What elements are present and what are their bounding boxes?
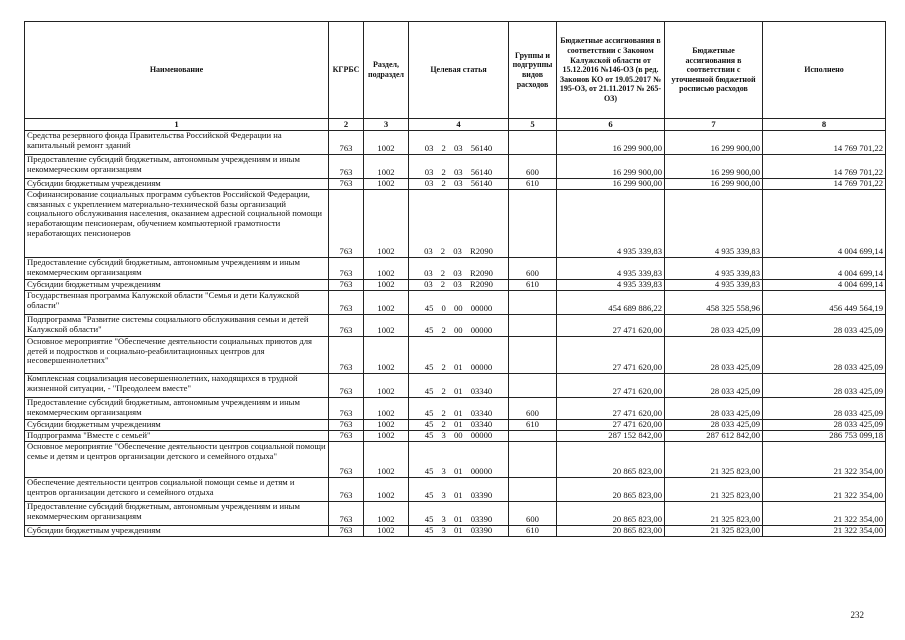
cell-razdel: 1002 <box>364 315 409 337</box>
cell-refined: 28 033 425,09 <box>665 398 763 420</box>
cell-name: Комплексная социализация несовершеннолетних, находящихся в трудной жизненной ситуации, - "Преодолеем вместе" <box>25 374 329 398</box>
cell-assign: 27 471 620,00 <box>557 398 665 420</box>
table-row <box>25 420 886 431</box>
cell-executed: 21 322 354,00 <box>763 502 886 526</box>
table-row <box>25 131 886 155</box>
cell-target: 45 2 00 00000 <box>409 315 509 337</box>
cell-target: 45 0 00 00000 <box>409 291 509 315</box>
cell-kgrbs: 763 <box>329 190 364 258</box>
table-row <box>25 478 886 502</box>
cell-executed: 28 033 425,09 <box>763 337 886 374</box>
cell-vr <box>509 337 557 374</box>
cell-assign: 27 471 620,00 <box>557 315 665 337</box>
column-number: 3 <box>364 119 409 131</box>
header-section: Раздел, подраздел <box>364 22 409 119</box>
table-row <box>25 179 886 190</box>
table-row <box>25 398 886 420</box>
cell-executed: 28 033 425,09 <box>763 374 886 398</box>
cell-assign: 27 471 620,00 <box>557 420 665 431</box>
header-executed: Исполнено <box>763 22 886 119</box>
cell-vr: 600 <box>509 155 557 179</box>
cell-vr <box>509 190 557 258</box>
cell-executed: 4 004 699,14 <box>763 280 886 291</box>
cell-assign: 20 865 823,00 <box>557 526 665 537</box>
cell-razdel: 1002 <box>364 478 409 502</box>
cell-vr: 610 <box>509 420 557 431</box>
cell-refined: 16 299 900,00 <box>665 179 763 190</box>
cell-name: Предоставление субсидий бюджетным, автономным учреждениям и иным некоммерческим организациям <box>25 398 329 420</box>
page-number: 232 <box>850 610 864 620</box>
cell-name: Предоставление субсидий бюджетным, автономным учреждениям и иным некоммерческим организациям <box>25 155 329 179</box>
cell-name: Предоставление субсидий бюджетным, автономным учреждениям и иным некоммерческим организациям <box>25 502 329 526</box>
cell-refined: 28 033 425,09 <box>665 374 763 398</box>
cell-target: 03 2 03 56140 <box>409 131 509 155</box>
cell-target: 45 3 01 03390 <box>409 526 509 537</box>
cell-name: Основное мероприятие "Обеспечение деятельности социальных приютов для детей и подростков и социально-реабилитационных центров для несовершеннолетних" <box>25 337 329 374</box>
cell-kgrbs: 763 <box>329 155 364 179</box>
cell-razdel: 1002 <box>364 420 409 431</box>
header-target-article: Целевая статья <box>409 22 509 119</box>
cell-razdel: 1002 <box>364 258 409 280</box>
cell-refined: 28 033 425,09 <box>665 337 763 374</box>
cell-vr: 600 <box>509 398 557 420</box>
cell-vr <box>509 315 557 337</box>
cell-razdel: 1002 <box>364 431 409 442</box>
cell-vr: 600 <box>509 258 557 280</box>
budget-table <box>24 21 886 537</box>
cell-kgrbs: 763 <box>329 258 364 280</box>
cell-vr <box>509 442 557 478</box>
cell-razdel: 1002 <box>364 280 409 291</box>
cell-executed: 456 449 564,19 <box>763 291 886 315</box>
cell-executed: 4 004 699,14 <box>763 258 886 280</box>
header-name: Наименование <box>25 22 329 119</box>
cell-target: 03 2 03 R2090 <box>409 190 509 258</box>
cell-name: Предоставление субсидий бюджетным, автономным учреждениям и иным некоммерческим организациям <box>25 258 329 280</box>
cell-razdel: 1002 <box>364 131 409 155</box>
cell-kgrbs: 763 <box>329 502 364 526</box>
cell-executed: 14 769 701,22 <box>763 131 886 155</box>
table-row <box>25 502 886 526</box>
cell-assign: 27 471 620,00 <box>557 337 665 374</box>
column-number: 8 <box>763 119 886 131</box>
column-number-row <box>25 119 886 131</box>
cell-refined: 16 299 900,00 <box>665 131 763 155</box>
cell-razdel: 1002 <box>364 398 409 420</box>
cell-razdel: 1002 <box>364 155 409 179</box>
cell-kgrbs: 763 <box>329 478 364 502</box>
header-expense-group: Группы и подгруппы видов расходов <box>509 22 557 119</box>
table-row <box>25 315 886 337</box>
column-number: 6 <box>557 119 665 131</box>
cell-name: Государственная программа Калужской области "Семья и дети Калужской области" <box>25 291 329 315</box>
cell-razdel: 1002 <box>364 179 409 190</box>
cell-assign: 20 865 823,00 <box>557 478 665 502</box>
cell-assign: 16 299 900,00 <box>557 131 665 155</box>
cell-vr <box>509 478 557 502</box>
cell-name: Обеспечение деятельности центров социальной помощи семье и детям и центров организации детского и семейного отдыха <box>25 478 329 502</box>
cell-kgrbs: 763 <box>329 526 364 537</box>
cell-executed: 21 322 354,00 <box>763 478 886 502</box>
header-row <box>25 22 886 119</box>
cell-refined: 4 935 339,83 <box>665 258 763 280</box>
cell-executed: 28 033 425,09 <box>763 315 886 337</box>
cell-kgrbs: 763 <box>329 374 364 398</box>
cell-kgrbs: 763 <box>329 337 364 374</box>
cell-target: 45 3 01 03390 <box>409 502 509 526</box>
cell-vr: 610 <box>509 179 557 190</box>
cell-razdel: 1002 <box>364 337 409 374</box>
cell-razdel: 1002 <box>364 291 409 315</box>
cell-assign: 4 935 339,83 <box>557 258 665 280</box>
column-number: 5 <box>509 119 557 131</box>
cell-name: Подпрограмма "Вместе с семьей" <box>25 431 329 442</box>
column-number: 1 <box>25 119 329 131</box>
column-number: 2 <box>329 119 364 131</box>
cell-refined: 458 325 558,96 <box>665 291 763 315</box>
cell-kgrbs: 763 <box>329 398 364 420</box>
cell-refined: 4 935 339,83 <box>665 190 763 258</box>
column-number: 4 <box>409 119 509 131</box>
cell-vr <box>509 431 557 442</box>
cell-executed: 28 033 425,09 <box>763 420 886 431</box>
cell-assign: 287 152 842,00 <box>557 431 665 442</box>
cell-target: 03 2 03 R2090 <box>409 258 509 280</box>
cell-executed: 21 322 354,00 <box>763 526 886 537</box>
cell-name: Подпрограмма "Развитие системы социального обслуживания семьи и детей Калужской области" <box>25 315 329 337</box>
cell-refined: 28 033 425,09 <box>665 420 763 431</box>
cell-kgrbs: 763 <box>329 280 364 291</box>
cell-target: 45 2 01 03340 <box>409 420 509 431</box>
cell-assign: 16 299 900,00 <box>557 155 665 179</box>
header-assignments-law: Бюджетные ассигнования в соответствии с Законом Калужской области от 15.12.2016 №146-ОЗ (в ред. Законов КО от 19.05.2017 № 195-ОЗ, от 21.11.2017 № 265-ОЗ) <box>557 22 665 119</box>
cell-assign: 454 689 886,22 <box>557 291 665 315</box>
cell-refined: 21 325 823,00 <box>665 442 763 478</box>
cell-vr: 610 <box>509 526 557 537</box>
cell-razdel: 1002 <box>364 442 409 478</box>
cell-razdel: 1002 <box>364 374 409 398</box>
cell-vr <box>509 374 557 398</box>
table-row <box>25 155 886 179</box>
table-row <box>25 280 886 291</box>
cell-refined: 4 935 339,83 <box>665 280 763 291</box>
header-kgrbs: КГРБС <box>329 22 364 119</box>
table-row <box>25 337 886 374</box>
cell-kgrbs: 763 <box>329 315 364 337</box>
cell-refined: 287 612 842,00 <box>665 431 763 442</box>
cell-kgrbs: 763 <box>329 131 364 155</box>
cell-assign: 4 935 339,83 <box>557 190 665 258</box>
cell-refined: 21 325 823,00 <box>665 478 763 502</box>
cell-razdel: 1002 <box>364 502 409 526</box>
cell-name: Средства резервного фонда Правительства Российской Федерации на капитальный ремонт зданий <box>25 131 329 155</box>
cell-assign: 27 471 620,00 <box>557 374 665 398</box>
cell-name: Субсидии бюджетным учреждениям <box>25 526 329 537</box>
header-assignments-refined: Бюджетные ассигнования в соответствии с уточненной бюджетной росписью расходов <box>665 22 763 119</box>
table-row <box>25 291 886 315</box>
cell-executed: 14 769 701,22 <box>763 155 886 179</box>
cell-vr: 610 <box>509 280 557 291</box>
table-row <box>25 258 886 280</box>
cell-vr <box>509 131 557 155</box>
cell-refined: 21 325 823,00 <box>665 526 763 537</box>
cell-target: 45 2 01 03340 <box>409 374 509 398</box>
cell-kgrbs: 763 <box>329 291 364 315</box>
cell-vr <box>509 291 557 315</box>
cell-kgrbs: 763 <box>329 431 364 442</box>
cell-assign: 20 865 823,00 <box>557 502 665 526</box>
cell-refined: 28 033 425,09 <box>665 315 763 337</box>
table-body <box>25 131 886 537</box>
cell-executed: 4 004 699,14 <box>763 190 886 258</box>
cell-name: Основное мероприятие "Обеспечение деятельности центров социальной помощи семье и детям и центров организации детского и семейного отдыха" <box>25 442 329 478</box>
cell-executed: 286 753 099,18 <box>763 431 886 442</box>
cell-executed: 28 033 425,09 <box>763 398 886 420</box>
cell-target: 45 3 01 00000 <box>409 442 509 478</box>
cell-target: 45 3 00 00000 <box>409 431 509 442</box>
cell-target: 45 2 01 00000 <box>409 337 509 374</box>
cell-target: 45 3 01 03390 <box>409 478 509 502</box>
cell-name: Субсидии бюджетным учреждениям <box>25 280 329 291</box>
column-number: 7 <box>665 119 763 131</box>
cell-razdel: 1002 <box>364 526 409 537</box>
cell-assign: 4 935 339,83 <box>557 280 665 291</box>
table-row <box>25 526 886 537</box>
cell-assign: 20 865 823,00 <box>557 442 665 478</box>
cell-razdel: 1002 <box>364 190 409 258</box>
cell-vr: 600 <box>509 502 557 526</box>
cell-target: 03 2 03 56140 <box>409 179 509 190</box>
table-row <box>25 442 886 478</box>
cell-name: Субсидии бюджетным учреждениям <box>25 420 329 431</box>
table-row <box>25 431 886 442</box>
cell-target: 45 2 01 03340 <box>409 398 509 420</box>
cell-executed: 14 769 701,22 <box>763 179 886 190</box>
cell-assign: 16 299 900,00 <box>557 179 665 190</box>
table-row <box>25 190 886 258</box>
cell-kgrbs: 763 <box>329 179 364 190</box>
cell-kgrbs: 763 <box>329 420 364 431</box>
cell-name: Субсидии бюджетным учреждениям <box>25 179 329 190</box>
cell-target: 03 2 03 R2090 <box>409 280 509 291</box>
cell-target: 03 2 03 56140 <box>409 155 509 179</box>
cell-name: Софинансирование социальных программ субъектов Российской Федерации, связанных с укреплением материально-технической базы организаций социального обслуживания населения, оказанием адресной социальной помощи неработающим пенсионерам, обучением компьютерной грамотности неработающих пенсионеров <box>25 190 329 258</box>
cell-executed: 21 322 354,00 <box>763 442 886 478</box>
table-row <box>25 374 886 398</box>
cell-refined: 16 299 900,00 <box>665 155 763 179</box>
cell-refined: 21 325 823,00 <box>665 502 763 526</box>
cell-kgrbs: 763 <box>329 442 364 478</box>
